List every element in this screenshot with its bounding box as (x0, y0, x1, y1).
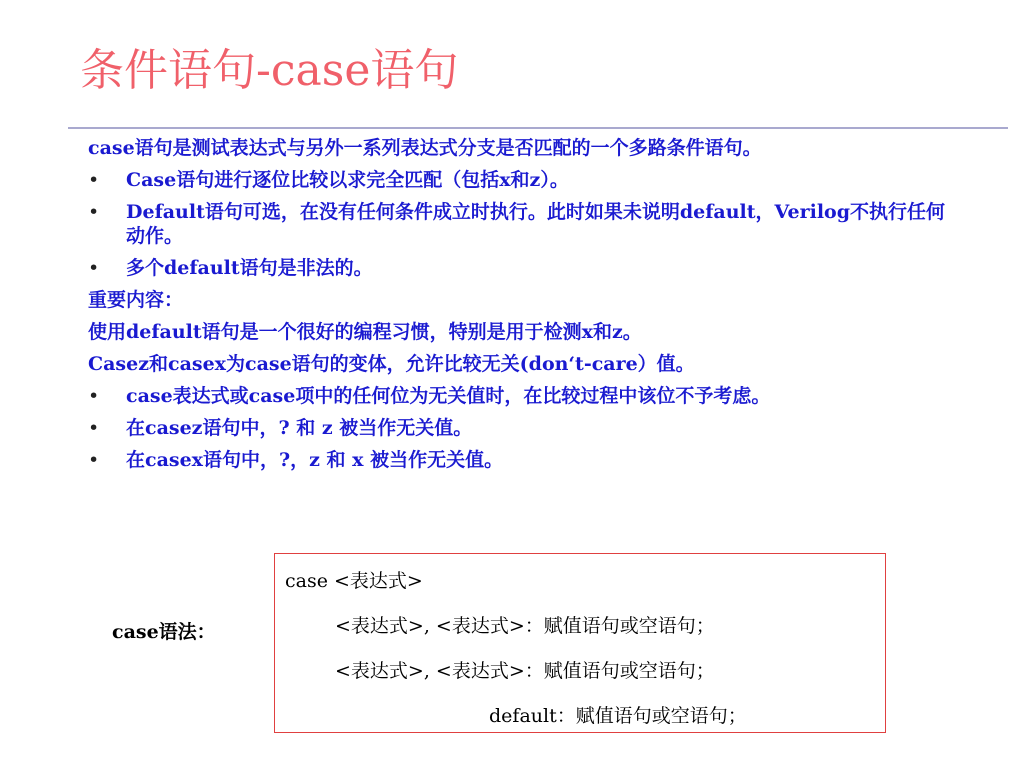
bullet-text: 在casex语句中，?，z 和 x 被当作无关值。 (126, 449, 504, 471)
code-line: <表达式>, <表达式>：赋值语句或空语句； (335, 615, 715, 637)
slide-title: 条件语句-case语句 (80, 45, 459, 96)
bullet-text: Default语句可选，在没有任何条件成立时执行。此时如果未说明default，Verilog不执行任何动作。 (126, 201, 946, 247)
code-line: <表达式>, <表达式>：赋值语句或空语句； (335, 660, 715, 682)
bullet-item (88, 416, 1008, 440)
bullet-text: 多个default语句是非法的。 (126, 257, 373, 279)
bullet-text: 在casez语句中，? 和 z 被当作无关值。 (126, 417, 473, 439)
intro-text: case语句是测试表达式与另外一系列表达式分支是否匹配的一个多路条件语句。 (88, 137, 762, 159)
bullet-text: case表达式或case项中的任何位为无关值时，在比较过程中该位不予考虑。 (126, 385, 771, 407)
syntax-code-box (274, 553, 886, 733)
important-text: 使用default语句是一个很好的编程习惯，特别是用于检测x和z。 (88, 321, 642, 343)
important-label: 重要内容： (88, 289, 184, 311)
bullet-icon: • (88, 257, 100, 279)
code-line: default：赋值语句或空语句； (489, 705, 747, 727)
bullet-item (88, 256, 1008, 280)
bullet-icon: • (88, 385, 100, 407)
bullet-text: Case语句进行逐位比较以求完全匹配（包括x和z）。 (126, 169, 569, 191)
bullet-item (88, 448, 1008, 472)
bullet-icon: • (88, 417, 100, 439)
bullet-icon: • (88, 449, 100, 471)
bullet-icon: • (88, 169, 100, 191)
bullet-item (88, 384, 1008, 408)
code-line: case <表达式> (285, 570, 423, 592)
bullet-item (88, 200, 1008, 248)
title-divider (68, 127, 1008, 129)
bullet-item (88, 168, 1008, 192)
syntax-label: case语法： (112, 621, 216, 643)
casez-text: Casez和casex为case语句的变体，允许比较无关(don‘t-care）值。 (88, 353, 695, 375)
slide-body (88, 136, 1008, 480)
bullet-icon: • (88, 201, 100, 223)
